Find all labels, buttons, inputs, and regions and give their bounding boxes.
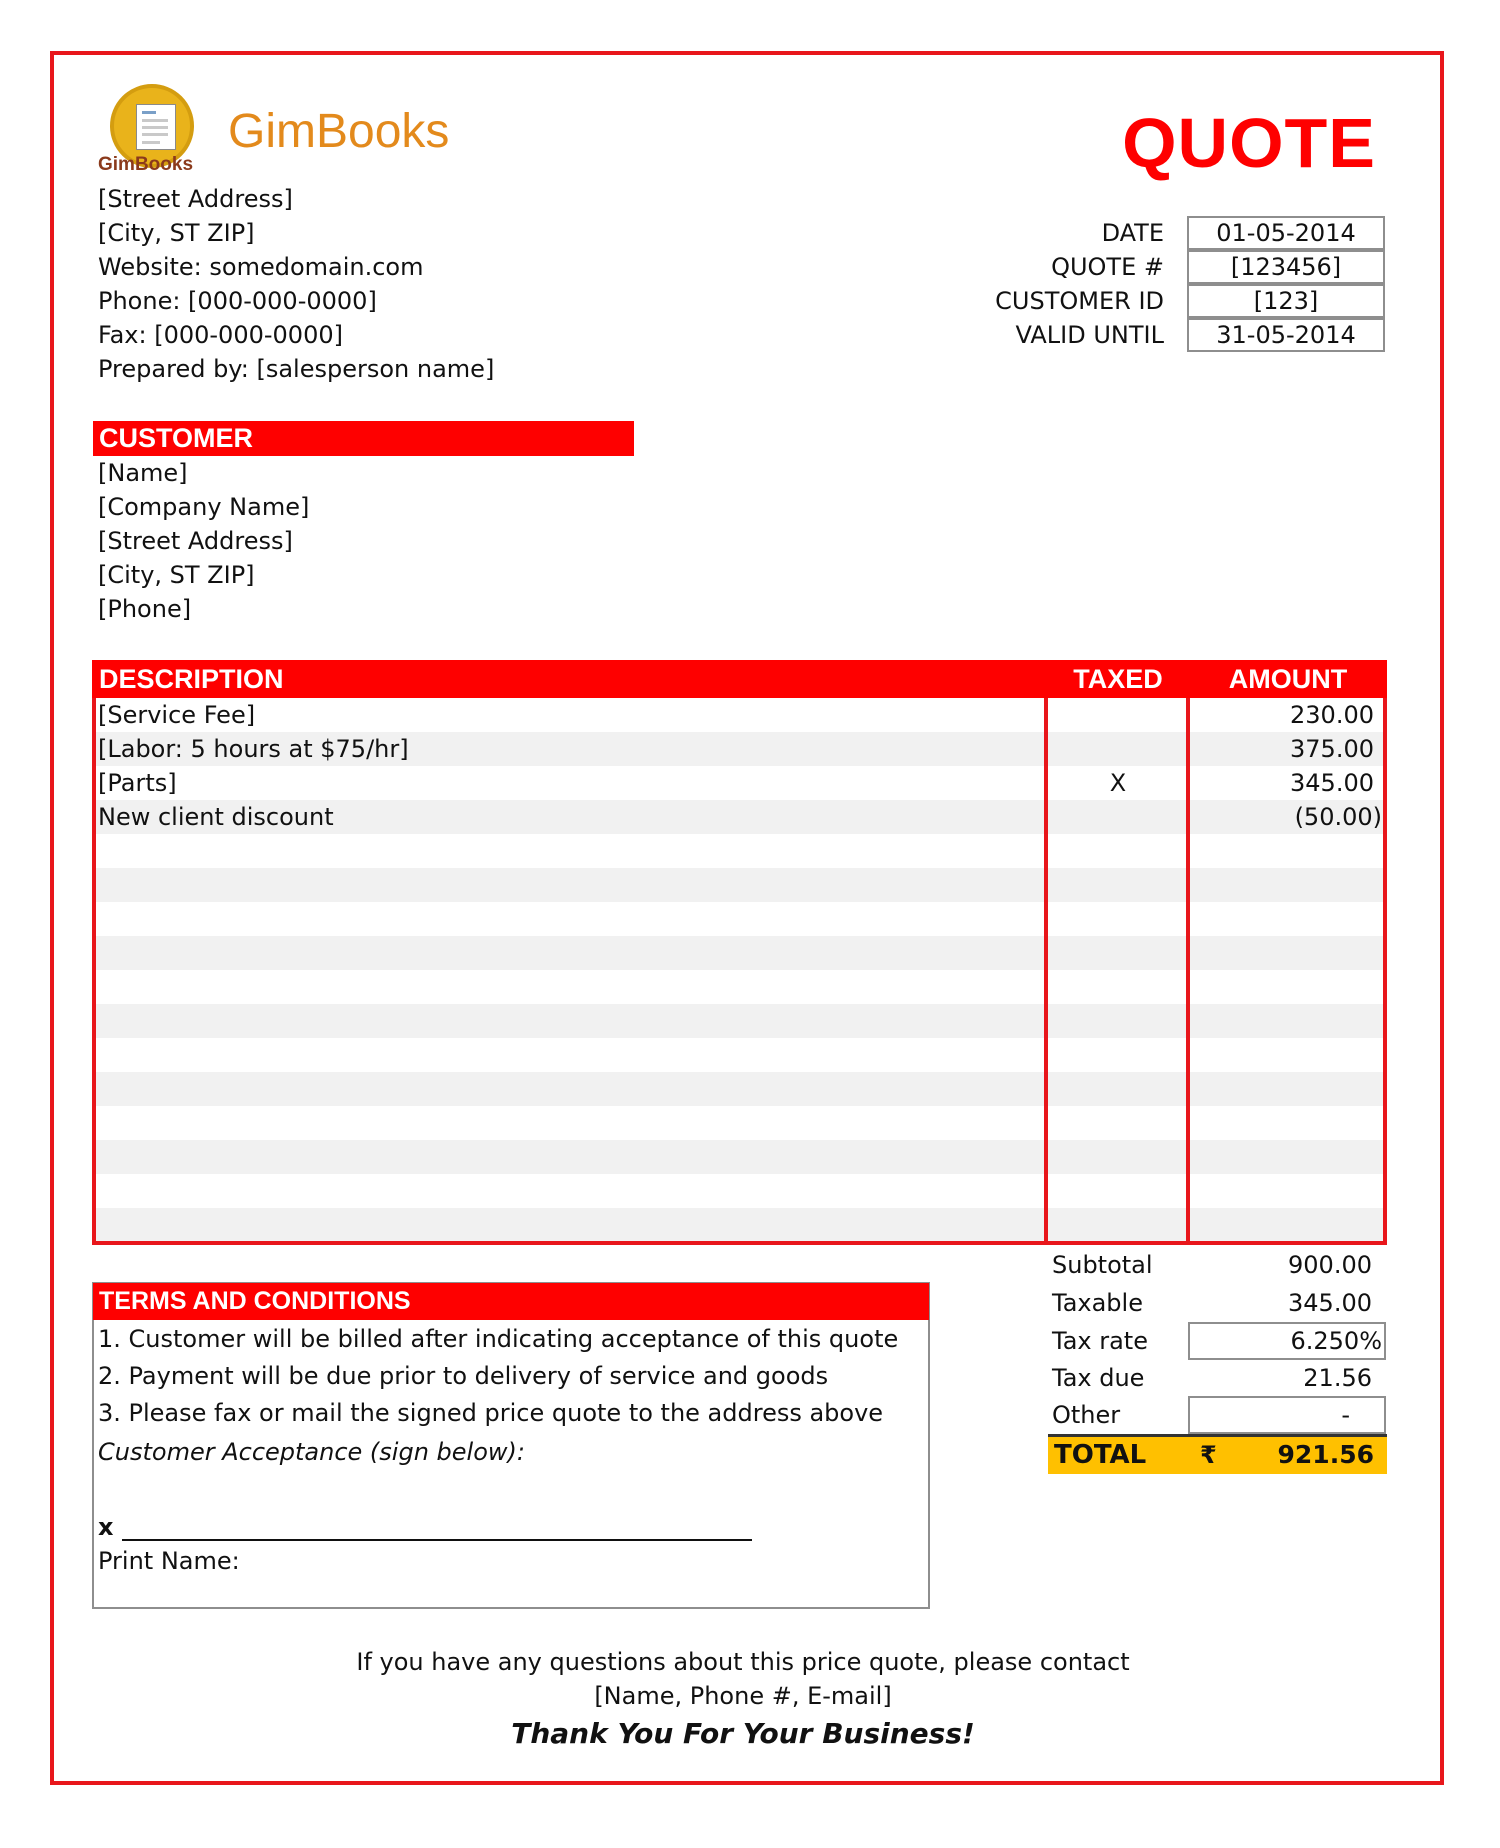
quote-number-field[interactable]: [123456] — [1187, 250, 1385, 284]
thank-you-message: Thank You For Your Business! — [511, 1717, 975, 1750]
amount-header: AMOUNT — [1228, 664, 1348, 694]
customer-name: [Name] — [98, 459, 188, 487]
taxed-header: TAXED — [1073, 664, 1163, 694]
signature-line[interactable] — [122, 1539, 752, 1541]
address-line: [City, ST ZIP] — [98, 219, 255, 247]
fax-line: Fax: [000-000-0000] — [98, 321, 343, 349]
website-line: Website: somedomain.com — [98, 253, 424, 281]
taxable-value: 345.00 — [1288, 1289, 1372, 1317]
customer-heading: CUSTOMER — [93, 421, 634, 456]
other-field[interactable] — [1188, 1396, 1386, 1434]
signature-prefix: x — [98, 1513, 114, 1541]
terms-line: 3. Please fax or mail the signed price quote to the address above — [98, 1399, 884, 1427]
total-value: 921.56 — [1277, 1440, 1374, 1469]
print-name-label: Print Name: — [98, 1547, 240, 1575]
quote-number-label: QUOTE # — [1051, 253, 1164, 281]
customer-id-field[interactable]: [123] — [1187, 284, 1385, 318]
document-title: QUOTE — [1122, 104, 1376, 182]
terms-line: 2. Payment will be due prior to delivery of service and goods — [98, 1362, 829, 1390]
terms-line: 1. Customer will be billed after indicating acceptance of this quote — [98, 1325, 899, 1353]
customer-id-label: CUSTOMER ID — [995, 287, 1164, 315]
terms-heading: TERMS AND CONDITIONS — [93, 1283, 929, 1320]
other-value: - — [1341, 1401, 1350, 1429]
item-taxed: X — [1109, 769, 1127, 797]
brand-name: GimBooks — [228, 105, 450, 158]
item-amount: 345.00 — [1290, 769, 1374, 797]
valid-until-label: VALID UNTIL — [1015, 321, 1164, 349]
other-label: Other — [1052, 1401, 1121, 1429]
address-line: [Street Address] — [98, 185, 293, 213]
phone-line: Phone: [000-000-0000] — [98, 287, 377, 315]
item-description: [Service Fee] — [98, 701, 256, 729]
description-header: DESCRIPTION — [99, 660, 284, 698]
item-amount: 375.00 — [1290, 735, 1374, 763]
taxable-label: Taxable — [1052, 1289, 1143, 1317]
customer-city: [City, ST ZIP] — [98, 561, 255, 589]
contact-details: [Name, Phone #, E-mail] — [594, 1682, 892, 1710]
tax-rate-label: Tax rate — [1052, 1327, 1148, 1355]
item-amount: 230.00 — [1290, 701, 1374, 729]
date-field[interactable]: 01-05-2014 — [1187, 216, 1385, 250]
currency-symbol: ₹ — [1200, 1441, 1217, 1469]
tax-rate-value: 6.250% — [1290, 1327, 1382, 1355]
date-label: DATE — [1101, 219, 1164, 247]
prepared-by-line: Prepared by: [salesperson name] — [98, 355, 495, 383]
customer-phone: [Phone] — [98, 595, 192, 623]
item-description: [Labor: 5 hours at $75/hr] — [98, 735, 409, 763]
acceptance-label: Customer Acceptance (sign below): — [98, 1438, 525, 1466]
logo-text: GimBooks — [98, 154, 194, 175]
document-icon — [136, 104, 176, 150]
item-amount: (50.00) — [1294, 803, 1382, 831]
total-label: TOTAL — [1054, 1440, 1147, 1470]
tax-due-label: Tax due — [1052, 1364, 1145, 1392]
contact-line: If you have any questions about this price quote, please contact — [356, 1648, 1130, 1676]
valid-until-field[interactable]: 31-05-2014 — [1187, 318, 1385, 352]
tax-due-value: 21.56 — [1303, 1364, 1372, 1392]
subtotal-value: 900.00 — [1288, 1251, 1372, 1279]
customer-street: [Street Address] — [98, 527, 293, 555]
subtotal-label: Subtotal — [1052, 1251, 1153, 1279]
customer-company: [Company Name] — [98, 493, 310, 521]
item-description: New client discount — [98, 803, 334, 831]
item-description: [Parts] — [98, 769, 177, 797]
